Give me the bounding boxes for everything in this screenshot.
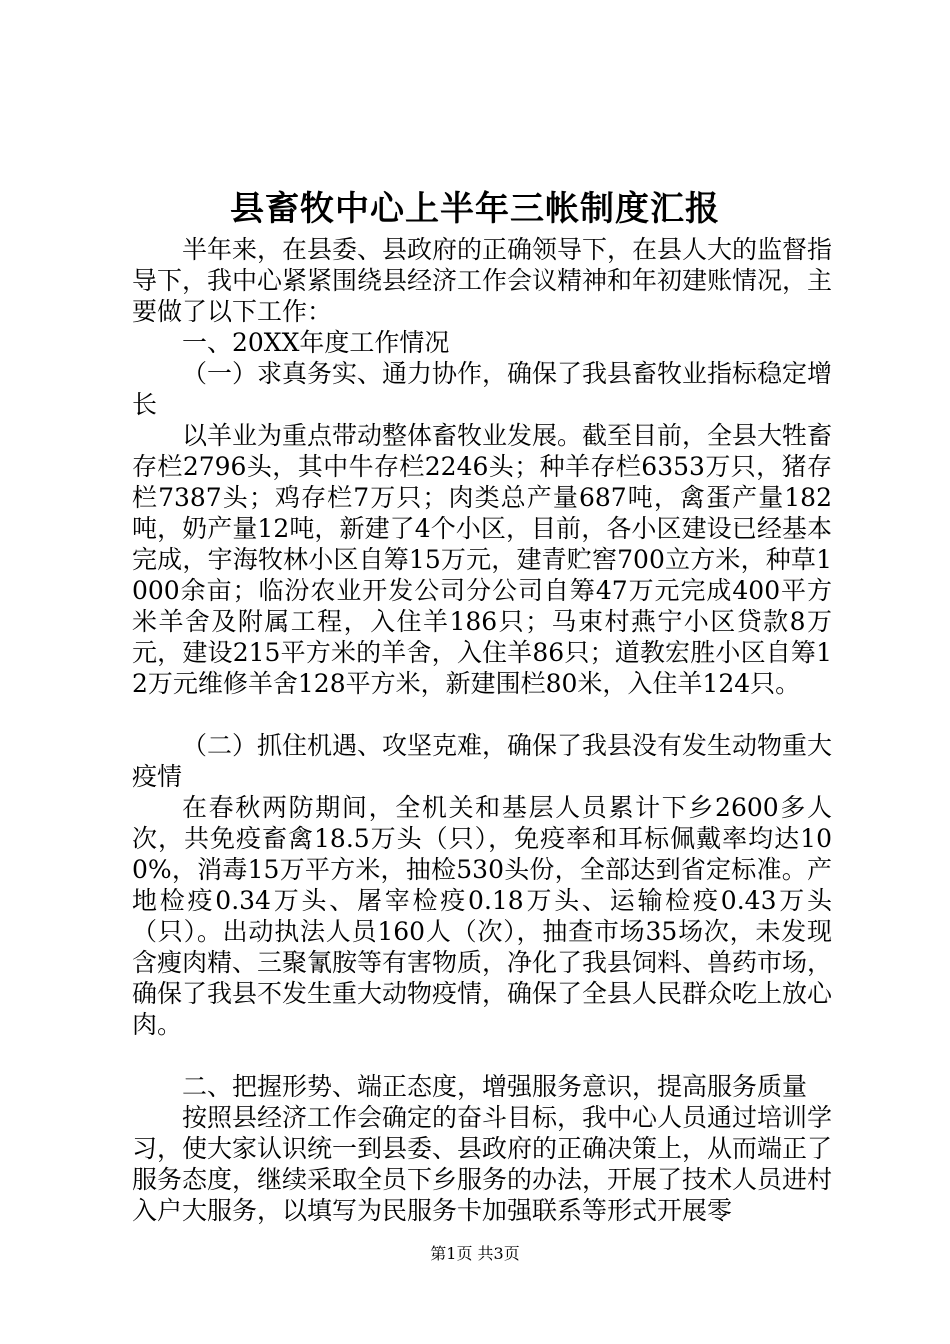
service-paragraph: 按照县经济工作会确定的奋斗目标，我中心人员通过培训学习，使大家认识统一到县委、县政府的正确决策上，从而端正了服务态度，继续采取全员下乡服务的办法，开展了技术人员进村入户大服务，以填写为民服务卡加强联系等形式开展零	[132, 1103, 833, 1225]
livestock-paragraph: 以羊业为重点带动整体畜牧业发展。截至目前，全县大牲畜存栏2796头，其中牛存栏2246头；种羊存栏6353万只，猪存栏7387头；鸡存栏7万只；肉类总产量687吨，禽蛋产量182吨，奶产量12吨，新建了4个小区，目前，各小区建设已经基本完成，宇海牧林小区自筹15万元，建青贮窖700立方米，种草1000余亩；临汾农业开发公司分公司自筹47万元完成400平方米羊舍及附属工程，入住羊186只；马束村燕宁小区贷款8万元，建设215平方米的羊舍，入住羊86只；道教宏胜小区自筹12万元维修羊舍128平方米，新建围栏80米，入住羊124只。	[132, 421, 833, 698]
subsection-heading-2: （二）抓住机遇、攻坚克难，确保了我县没有发生动物重大疫情	[132, 731, 833, 791]
document-body	[132, 234, 832, 1226]
subsection-heading-1: （一）求真务实、通力协作，确保了我县畜牧业指标稳定增长	[132, 359, 833, 419]
document-title: 县畜牧中心上半年三帐制度汇报	[230, 189, 720, 229]
section-heading-2: 二、把握形势、端正态度，增强服务意识，提高服务质量	[182, 1072, 808, 1101]
section-heading-1: 一、20XX年度工作情况	[182, 328, 450, 357]
page-number-footer: 第1页 共3页	[430, 1244, 520, 1263]
intro-paragraph: 半年来，在县委、县政府的正确领导下，在县人大的监督指导下，我中心紧紧围绕县经济工作会议精神和年初建账情况，主要做了以下工作：	[132, 235, 833, 326]
epidemic-paragraph: 在春秋两防期间，全机关和基层人员累计下乡2600多人次，共免疫畜禽18.5万头（只），免疫率和耳标佩戴率均达100%，消毒15万平方米，抽检530头份，全部达到省定标准。产地检疫0.34万头、屠宰检疫0.18万头、运输检疫0.43万头（只）。出动执法人员160人（次），抽查市场35场次，未发现含瘦肉精、三聚氰胺等有害物质，净化了我县饲料、兽药市场，确保了我县不发生重大动物疫情，确保了全县人民群众吃上放心肉。	[132, 793, 833, 1039]
